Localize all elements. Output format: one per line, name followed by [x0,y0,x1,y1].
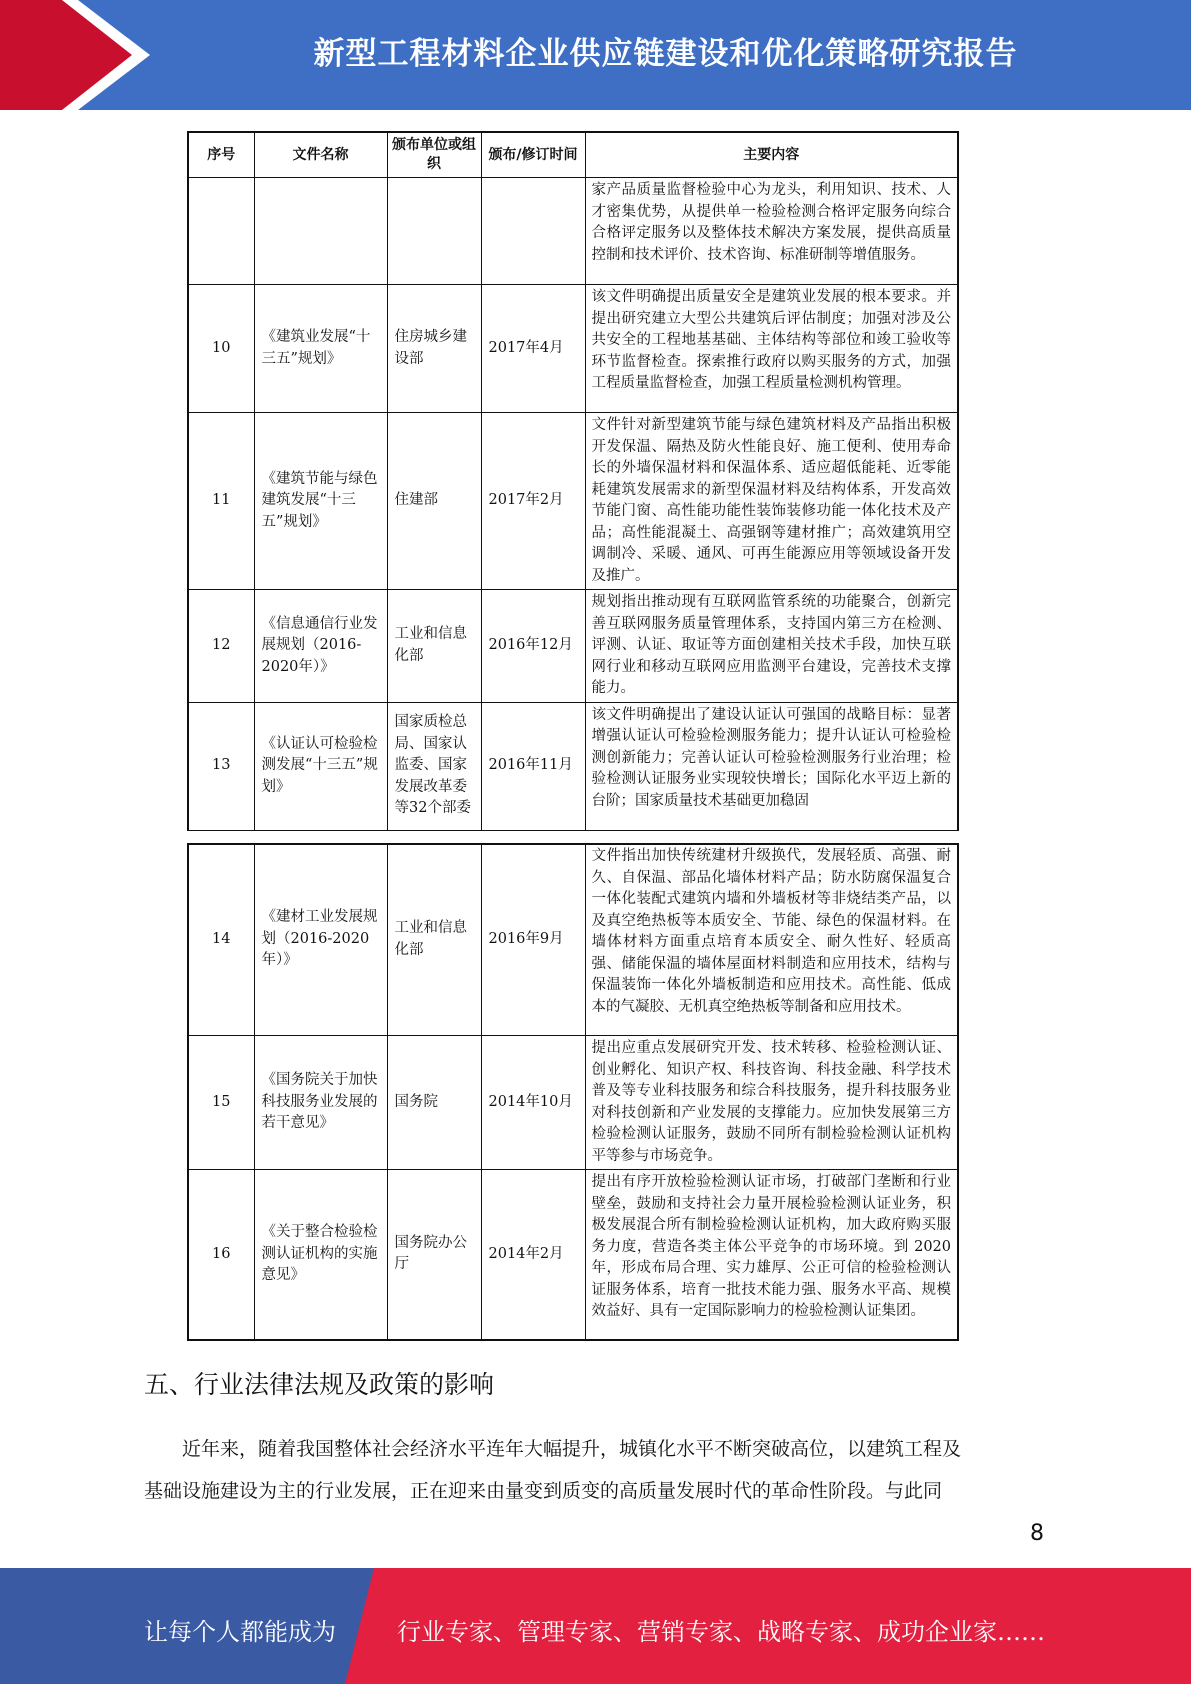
row-name: 《关于整合检验检测认证机构的实施意见》 [254,1170,387,1340]
header-no: 序号 [188,132,254,178]
row-org: 国务院 [387,1036,481,1170]
row-name: 《国务院关于加快科技服务业发展的若干意见》 [254,1036,387,1170]
header-name: 文件名称 [254,132,387,178]
table-row [188,1170,958,1340]
table-row [188,844,958,1036]
row-date: 2014年2月 [481,1170,585,1340]
row-org: 住建部 [387,413,481,590]
header-date: 颁布/修订时间 [481,132,585,178]
footer-banner [0,1568,1191,1684]
page-title: 新型工程材料企业供应链建设和优化策略研究报告 [313,36,1018,72]
row-content: 该文件明确提出质量安全是建筑业发展的根本要求。并提出研究建立大型公共建筑后评估制度；加强对涉及公共安全的工程地基基础、主体结构等部位和竣工验收等环节监督检查。探索推行政府以购买服务的方式，加强工程质量监督检查，加强工程质量检测机构管理。 [585,285,958,413]
row-date: 2016年9月 [481,844,585,1036]
header-red-arrow [0,0,160,110]
table-row [188,285,958,413]
row-date: 2016年12月 [481,590,585,703]
row-date: 2014年10月 [481,1036,585,1170]
row-no: 12 [188,590,254,703]
table-row [188,590,958,703]
header-org: 颁布单位或组织 [387,132,481,178]
row-date: 2017年2月 [481,413,585,590]
row-no [188,178,254,285]
row-date: 2017年4月 [481,285,585,413]
row-date [481,178,585,285]
row-name: 《建筑节能与绿色建筑发展“十三五”规划》 [254,413,387,590]
table-header-row [188,132,958,178]
row-content: 该文件明确提出了建设认证认可强国的战略目标：显著增强认证认可检验检测服务能力；提升认证认可检验检测创新能力；完善认证认可检验检测服务行业治理；检验检测认证服务业实现较快增长；国际化水平迈上新的台阶；国家质量技术基础更加稳固 [585,702,958,830]
row-no: 16 [188,1170,254,1340]
table-row [188,178,958,285]
body-paragraph-line1: 近年来，随着我国整体社会经济水平连年大幅提升，城镇化水平不断突破高位，以建筑工程及 [182,1438,962,1460]
row-name: 《认证认可检验检测发展“十三五”规划》 [254,702,387,830]
row-content: 提出有序开放检验检测认证市场，打破部门垄断和行业壁垒，鼓励和支持社会力量开展检验检测认证业务，积极发展混合所有制检验检测认证机构，加大政府购买服务力度，营造各类主体公平竞争的市场环境。到 2020 年，形成布局合理、实力雄厚、公正可信的检验检测认证服务体系，培育一批技术能力强、服务水平高、规模效益好、具有一定国际影响力的检验检测认证集团。 [585,1170,958,1340]
footer-slogan-right: 行业专家、管理专家、营销专家、战略专家、成功企业家…… [397,1618,1045,1646]
header-banner [0,0,1191,110]
policy-table-part1 [187,131,959,831]
row-org: 工业和信息化部 [387,844,481,1036]
row-name: 《建筑业发展“十三五”规划》 [254,285,387,413]
row-name: 《信息通信行业发展规划（2016-2020年）》 [254,590,387,703]
row-name: 《建材工业发展规划（2016-2020年）》 [254,844,387,1036]
row-no: 15 [188,1036,254,1170]
header-content: 主要内容 [585,132,958,178]
row-org [387,178,481,285]
page-number: 8 [1030,1521,1044,1546]
row-org: 工业和信息化部 [387,590,481,703]
policy-table-part2 [187,843,959,1341]
row-no: 13 [188,702,254,830]
row-org: 国务院办公厅 [387,1170,481,1340]
row-no: 11 [188,413,254,590]
row-name [254,178,387,285]
footer-slogan-left: 让每个人都能成为 [144,1618,336,1646]
row-content: 提出应重点发展研究开发、技术转移、检验检测认证、创业孵化、知识产权、科技咨询、科技金融、科学技术普及等专业科技服务和综合科技服务，提升科技服务业对科技创新和产业发展的支撑能力。应加快发展第三方检验检测认证服务，鼓励不同所有制检验检测认证机构平等参与市场竞争。 [585,1036,958,1170]
row-org: 国家质检总局、国家认监委、国家发展改革委等32个部委 [387,702,481,830]
row-content: 规划指出推动现有互联网监管系统的功能聚合，创新完善互联网服务质量管理体系，支持国内第三方在检测、评测、认证、取证等方面创建相关技术手段，加快互联网行业和移动互联网应用监测平台建设，完善技术支撑能力。 [585,590,958,703]
row-org: 住房城乡建设部 [387,285,481,413]
body-paragraph-line2: 基础设施建设为主的行业发展，正在迎来由量变到质变的高质量发展时代的革命性阶段。与此同 [144,1480,943,1502]
row-no: 10 [188,285,254,413]
table-row [188,702,958,830]
row-no: 14 [188,844,254,1036]
table-row [188,1036,958,1170]
table-row [188,413,958,590]
section-heading: 五、行业法律法规及政策的影响 [144,1370,495,1399]
row-content: 文件指出加快传统建材升级换代，发展轻质、高强、耐久、自保温、部品化墙体材料产品；防水防腐保温复合一体化装配式建筑内墙和外墙板材等非烧结类产品，以及真空绝热板等本质安全、节能、绿色的保温材料。在墙体材料方面重点培育本质安全、耐久性好、轻质高强、储能保温的墙体屋面材料制造和应用技术，结构与保温装饰一体化外墙板制造和应用技术。高性能、低成本的气凝胶、无机真空绝热板等制备和应用技术。 [585,844,958,1036]
row-date: 2016年11月 [481,702,585,830]
row-content: 家产品质量监督检验中心为龙头，利用知识、技术、人才密集优势，从提供单一检验检测合格评定服务向综合合格评定服务以及整体技术解决方案发展，提供高质量控制和技术评价、技术咨询、标准研制等增值服务。 [585,178,958,285]
row-content: 文件针对新型建筑节能与绿色建筑材料及产品指出积极开发保温、隔热及防火性能良好、施工便利、使用寿命长的外墙保温材料和保温体系、适应超低能耗、近零能耗建筑发展需求的新型保温材料及结构体系，开发高效节能门窗、高性能功能性装饰装修功能一体化技术及产品；高性能混凝土、高强钢等建材推广；高效建筑用空调制冷、采暖、通风、可再生能源应用等领域设备开发及推广。 [585,413,958,590]
